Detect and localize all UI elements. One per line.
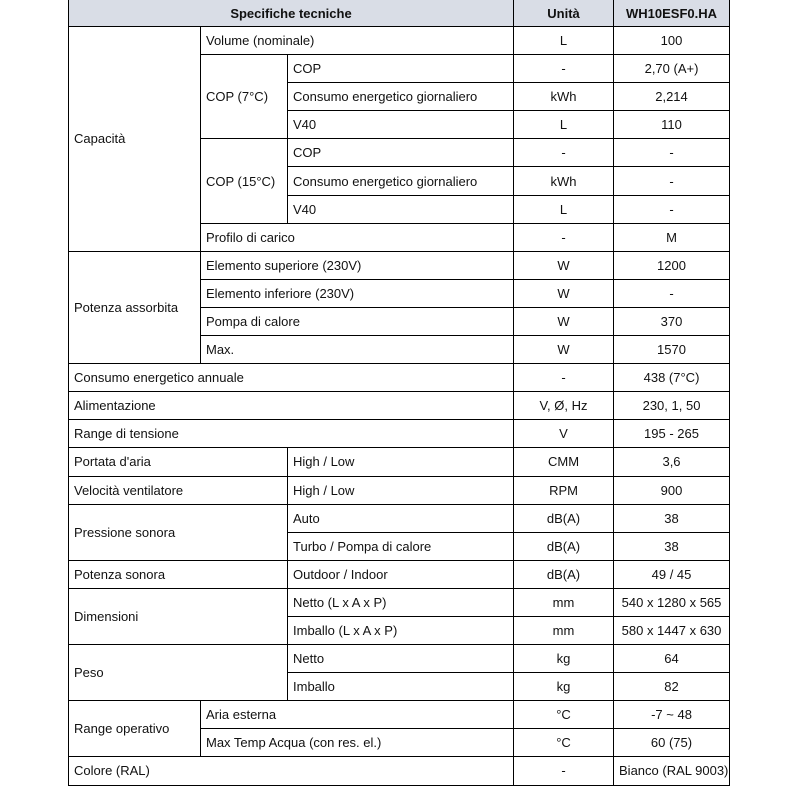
row-label: V40 [288, 111, 514, 139]
row-unit: W [514, 279, 614, 307]
row-value: 1200 [614, 251, 730, 279]
row-unit: V, Ø, Hz [514, 392, 614, 420]
table-row [69, 504, 730, 532]
row-label: Alimentazione [69, 392, 514, 420]
row-unit: °C [514, 729, 614, 757]
row-unit: - [514, 757, 614, 785]
row-unit: kg [514, 645, 614, 673]
row-value: - [614, 279, 730, 307]
row-value: 2,70 (A+) [614, 55, 730, 83]
row-unit: L [514, 195, 614, 223]
header-model: WH10ESF0.HA [614, 0, 730, 27]
row-label: COP [288, 139, 514, 167]
row-unit: L [514, 111, 614, 139]
row-unit: dB(A) [514, 560, 614, 588]
row-value: 82 [614, 673, 730, 701]
row-sublabel: Netto (L x A x P) [288, 588, 514, 616]
row-unit: kWh [514, 83, 614, 111]
row-label: COP [288, 55, 514, 83]
row-unit: - [514, 139, 614, 167]
row-label: Consumo energetico giornaliero [288, 83, 514, 111]
row-unit: dB(A) [514, 504, 614, 532]
row-sublabel: Auto [288, 504, 514, 532]
row-unit: CMM [514, 448, 614, 476]
row-label: Elemento superiore (230V) [201, 251, 514, 279]
row-label: Max. [201, 336, 514, 364]
row-label: Volume (nominale) [201, 27, 514, 55]
row-value: 49 / 45 [614, 560, 730, 588]
row-label: Pompa di calore [201, 307, 514, 335]
table-row [69, 364, 730, 392]
row-value: 230, 1, 50 [614, 392, 730, 420]
row-sublabel: Outdoor / Indoor [288, 560, 514, 588]
table-row [69, 27, 730, 55]
row-value: 100 [614, 27, 730, 55]
table-row [69, 448, 730, 476]
row-unit: - [514, 223, 614, 251]
row-label: Velocità ventilatore [69, 476, 288, 504]
header-spec: Specifiche tecniche [69, 0, 514, 27]
row-value: 580 x 1447 x 630 [614, 616, 730, 644]
row-label: Colore (RAL) [69, 757, 514, 785]
header-unit: Unità [514, 0, 614, 27]
table-row [69, 476, 730, 504]
row-value: 38 [614, 504, 730, 532]
row-sublabel: High / Low [288, 448, 514, 476]
row-value: - [614, 195, 730, 223]
row-unit: dB(A) [514, 532, 614, 560]
row-unit: kWh [514, 167, 614, 195]
subgroup-label: COP (15°C) [201, 139, 288, 223]
row-value: M [614, 223, 730, 251]
row-unit: V [514, 420, 614, 448]
row-label: Portata d'aria [69, 448, 288, 476]
row-sublabel: Netto [288, 645, 514, 673]
row-value: 540 x 1280 x 565 [614, 588, 730, 616]
row-value: - [614, 167, 730, 195]
header-row [69, 0, 730, 27]
row-label: Max Temp Acqua (con res. el.) [201, 729, 514, 757]
row-sublabel: Imballo (L x A x P) [288, 616, 514, 644]
row-sublabel: High / Low [288, 476, 514, 504]
subgroup-label: COP (7°C) [201, 55, 288, 139]
row-label: Consumo energetico giornaliero [288, 167, 514, 195]
row-value: -7 ~ 48 [614, 701, 730, 729]
group-label: Range operativo [69, 701, 201, 757]
table-row [69, 251, 730, 279]
row-label: Profilo di carico [201, 223, 514, 251]
row-value: 1570 [614, 336, 730, 364]
row-label: Elemento inferiore (230V) [201, 279, 514, 307]
table-row [69, 588, 730, 616]
row-label: V40 [288, 195, 514, 223]
row-value: 900 [614, 476, 730, 504]
row-value: 64 [614, 645, 730, 673]
table-row [69, 757, 730, 785]
table-row [69, 701, 730, 729]
row-value: 370 [614, 307, 730, 335]
row-value: 438 (7°C) [614, 364, 730, 392]
row-unit: L [514, 27, 614, 55]
row-value: 60 (75) [614, 729, 730, 757]
row-unit: - [514, 55, 614, 83]
row-label: Range di tensione [69, 420, 514, 448]
group-label: Pressione sonora [69, 504, 288, 560]
row-value: 195 - 265 [614, 420, 730, 448]
row-sublabel: Imballo [288, 673, 514, 701]
row-value: Bianco (RAL 9003) [614, 757, 730, 785]
row-sublabel: Turbo / Pompa di calore [288, 532, 514, 560]
table-row [69, 420, 730, 448]
group-label: Potenza assorbita [69, 251, 201, 363]
table-row [69, 645, 730, 673]
row-value: 3,6 [614, 448, 730, 476]
row-label: Aria esterna [201, 701, 514, 729]
row-unit: - [514, 364, 614, 392]
row-unit: RPM [514, 476, 614, 504]
row-unit: mm [514, 588, 614, 616]
row-unit: °C [514, 701, 614, 729]
row-unit: mm [514, 616, 614, 644]
row-value: 110 [614, 111, 730, 139]
row-unit: W [514, 336, 614, 364]
row-value: - [614, 139, 730, 167]
row-value: 2,214 [614, 83, 730, 111]
row-label: Consumo energetico annuale [69, 364, 514, 392]
row-value: 38 [614, 532, 730, 560]
row-unit: kg [514, 673, 614, 701]
row-unit: W [514, 307, 614, 335]
table-row [69, 392, 730, 420]
group-label: Peso [69, 645, 288, 701]
row-label: Potenza sonora [69, 560, 288, 588]
table-row [69, 560, 730, 588]
row-unit: W [514, 251, 614, 279]
group-label: Dimensioni [69, 588, 288, 644]
spec-table [68, 0, 730, 786]
group-label: Capacità [69, 27, 201, 252]
